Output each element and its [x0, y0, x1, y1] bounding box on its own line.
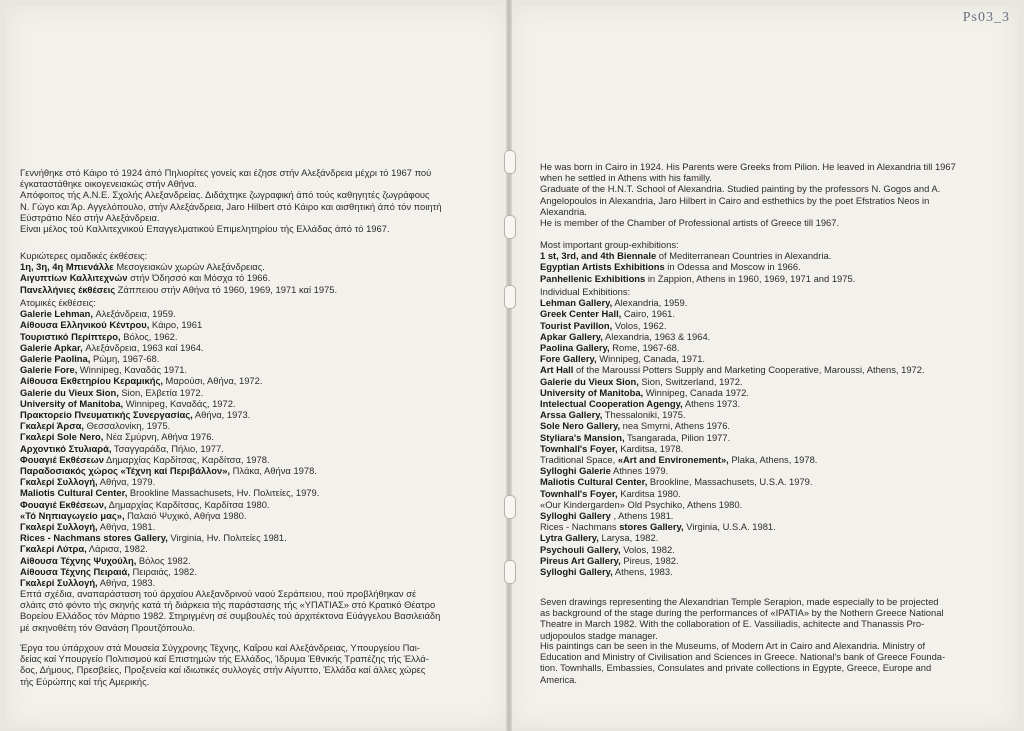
- venue-name: Τουριστικό Περίπτερο,: [20, 330, 121, 342]
- individual-exhibition-entry: [20, 566, 319, 577]
- individual-exhibition-entry: [20, 577, 319, 588]
- individual-exhibition-entry: [540, 331, 925, 342]
- venue-name: Maliotis Cultural Center,: [20, 487, 128, 499]
- individual-exhibition-entry: [540, 521, 925, 532]
- venue-name: Apkar Gallery,: [540, 330, 603, 342]
- venue-details: Δημαρχίας Καρδίτσας, Καρδίτσα, 1978.: [103, 453, 270, 465]
- drawings-line: udjopoulos stadge manager.: [540, 629, 658, 641]
- venue-name: Πρακτορείο Πνευματικής Συνεργασίας,: [20, 409, 193, 421]
- venue-details: Larysa, 1982.: [598, 532, 659, 544]
- venue-details: Sion, Ελβετία 1972.: [118, 386, 204, 398]
- venue-details: Αλεξάνδρεια, 1963 καί 1964.: [82, 341, 204, 353]
- individual-exhibition-entry: [20, 532, 319, 543]
- individual-exhibition-entry: [540, 353, 925, 364]
- english-bio: [540, 161, 956, 228]
- english-group-heading: Most important group-exhibitions:: [540, 239, 679, 250]
- collections-line: δείας καί Υπουργείο Πολιτισμού καί Επιστημών τής Ελλάδος, Ίδρυμα Έθνικής Τραπέζης τής Έλλά-: [20, 653, 429, 665]
- venue-details: Πλάκα, Αθήνα 1978.: [230, 465, 317, 477]
- english-group-exhibitions: [540, 239, 855, 284]
- venue-details: Athens 1973.: [682, 398, 741, 410]
- english-collections-text: [540, 640, 945, 685]
- bio-line: Εύστράτιο Νέο στήν Αλεξάνδρεια.: [20, 211, 160, 223]
- venue-details: Δημαρχίας Καρδίτσας, Καρδίτσα 1980.: [106, 498, 270, 510]
- bio-line: when he settled in Athens with his familly.: [540, 172, 712, 184]
- venue-details: Winnipeg, Canada, 1971.: [596, 353, 706, 365]
- venue-name: «Τό Νηπιαγωγείο μας»,: [20, 509, 125, 521]
- individual-exhibition-entry: [540, 488, 925, 499]
- group-exhibition-entry: [540, 261, 855, 272]
- venue-name: Galerie Fore,: [20, 364, 78, 376]
- venue-details: Rices - Nachmans: [540, 521, 617, 533]
- venue-name: Sylloghi Gallery,: [540, 566, 613, 578]
- venue-name: Greek Center Hall,: [540, 308, 622, 320]
- bio-line: Απόφοιτος τής Α.Ν.Ε. Σχολής Αλεξανδρείας. Διδάχτηκε ζωγραφική άπό τούς καθηγητές ζωγράφους: [20, 189, 430, 201]
- individual-exhibition-entry: [20, 431, 319, 442]
- venue-details: Karditsa, 1978.: [617, 442, 684, 454]
- bio-line: Alexandria.: [540, 205, 587, 217]
- venue-name: Γκαλερί Άρσα,: [20, 420, 84, 432]
- venue-details: Θεσσαλονίκη, 1975.: [84, 420, 171, 432]
- greek-individual-exhibitions: [20, 297, 319, 588]
- venue-name: Arssa Gallery,: [540, 409, 603, 421]
- venue-name: Γκαλερί Συλλογή,: [20, 577, 98, 589]
- venue-details: Βόλος 1982.: [136, 554, 191, 566]
- venue-details: Virginia, U.S.A. 1981.: [683, 521, 776, 533]
- venue-name: Rices - Nachmans stores Gallery,: [20, 532, 168, 544]
- individual-exhibition-entry: [540, 342, 925, 353]
- english-drawings-text: [540, 596, 944, 641]
- individual-exhibition-entry: [540, 297, 925, 308]
- venue-name: Maliotis Cultural Center,: [540, 476, 648, 488]
- venue-details: Παλαιό Ψυχικό, Αθήνα 1980.: [124, 509, 247, 521]
- venue-name: Αίθουσα Εκθετηρίου Κεραμικής,: [20, 375, 163, 387]
- venue-details: Βόλος, 1962.: [120, 330, 178, 342]
- venue-details: Brookline, Massachusets, U.S.A. 1979.: [647, 476, 813, 488]
- collections-line: Education and Ministry of Civilisation and Sciences in Greece. National's bank of Greece Founda-: [540, 651, 946, 663]
- venue-name: 1 st, 3rd, and 4th Biennale: [540, 250, 657, 262]
- venue-name: Αρχοντικό Στυλιαρά,: [20, 442, 112, 454]
- venue-details: Winnipeg, Canada 1972.: [643, 386, 749, 398]
- venue-name: Lehman Gallery,: [540, 297, 613, 309]
- venue-name: Styliara's Mansion,: [540, 431, 625, 443]
- greek-collections-text: [20, 642, 429, 687]
- greek-group-heading: Κυριώτερες ομαδικές έκθέσεις:: [20, 250, 148, 261]
- venue-name: Παραδοσιακός χώρος «Τέχνη καί Περιβάλλον»,: [20, 465, 231, 477]
- venue-details: Cairo, 1961.: [621, 308, 675, 320]
- venue-details: Virginia, Ην. Πολιτείες 1981.: [167, 532, 287, 544]
- group-exhibition-entry: [540, 250, 855, 261]
- venue-name: Γκαλερί Συλλογή,: [20, 476, 98, 488]
- group-exhibition-entry: [540, 273, 855, 284]
- english-individual-heading: Individual Exhibitions:: [540, 286, 631, 297]
- individual-exhibition-entry: [20, 353, 319, 364]
- venue-details: nea Smyrni, Athens 1976.: [620, 420, 731, 432]
- venue-name: 1η, 3η, 4η Μπιενάλλε: [20, 261, 114, 273]
- venue-details: Volos, 1982.: [620, 543, 675, 555]
- venue-name: Galerie Apkar,: [20, 341, 83, 353]
- venue-details: Pireus, 1982.: [620, 554, 679, 566]
- venue-details: of Mediterranean Countries in Alexandria.: [656, 250, 832, 262]
- individual-exhibition-entry: [20, 476, 319, 487]
- individual-exhibition-entry: [20, 319, 319, 330]
- venue-details: in Zappion, Athens in 1960, 1969, 1971 and 1975.: [645, 272, 856, 284]
- venue-details: Rome, 1967-68.: [609, 342, 680, 354]
- venue-details: Αθήνα, 1979.: [97, 476, 156, 488]
- individual-exhibition-entry: [540, 476, 925, 487]
- individual-exhibition-entry: [540, 499, 925, 510]
- binding-stitch: [504, 285, 516, 309]
- venue-details: Athens, 1983.: [612, 566, 673, 578]
- venue-details: Αθήνα, 1983.: [97, 577, 156, 589]
- venue-name: Panhellenic Exhibitions: [540, 272, 646, 284]
- venue-name: University of Manitoba,: [540, 386, 644, 398]
- individual-exhibition-entry: [540, 308, 925, 319]
- venue-name: Αιγυπτίων Καλλιτεχνών: [20, 272, 128, 284]
- venue-details: Alexandria, 1963 & 1964.: [602, 330, 711, 342]
- group-exhibition-entry: [20, 272, 337, 283]
- venue-name: Townhall's Foyer,: [540, 442, 618, 454]
- venue-name: Αίθουσα Ελληνικού Κέντρου,: [20, 319, 150, 331]
- individual-exhibition-entry: [540, 555, 925, 566]
- individual-exhibition-entry: [540, 544, 925, 555]
- venue-details: Brookline Massachusets, Ην. Πολιτείες, 1979.: [127, 487, 320, 499]
- individual-exhibition-entry: [540, 398, 925, 409]
- venue-details: Μαρούσι, Αθήνα, 1972.: [162, 375, 263, 387]
- individual-exhibition-entry: [20, 465, 319, 476]
- individual-exhibition-entry: [20, 420, 319, 431]
- venue-details: Winnipeg, Καναδάς 1971.: [77, 364, 188, 376]
- venue-name: Γκαλερί Λύτρα,: [20, 543, 87, 555]
- venue-details: Thessaloniki, 1975.: [602, 409, 686, 421]
- collections-line: America.: [540, 673, 577, 685]
- individual-exhibition-entry: [540, 320, 925, 331]
- venue-details: of the Maroussi Potters Supply and Marketing Cooperative, Maroussi, Athens, 1972.: [573, 364, 925, 376]
- individual-exhibition-entry: [20, 499, 319, 510]
- venue-details: Κάιρο, 1961: [149, 319, 203, 331]
- venue-name: Αίθουσα Τέχνης Πειραιά,: [20, 565, 130, 577]
- venue-details: Αλεξάνδρεια, 1959.: [92, 308, 176, 320]
- venue-name: Galerie Paolina,: [20, 353, 91, 365]
- venue-details: Tsangarada, Pilion 1977.: [624, 431, 731, 443]
- venue-details: στήν Όδησσό και Μόσχα τό 1966.: [127, 272, 271, 284]
- venue-details: Τσαγγαράδα, Πήλιο, 1977.: [111, 442, 224, 454]
- group-exhibition-entry: [20, 261, 337, 272]
- bio-line: Γεννήθηκε στό Κάιρο τό 1924 άπό Πηλιορίτες γονείς και έζησε στήν Αλεξάνδρεια μέχρι τό 1967 πού: [20, 167, 432, 178]
- individual-exhibition-entry: [20, 364, 319, 375]
- venue-name: Γκαλερί Sole Nero,: [20, 431, 104, 443]
- individual-exhibition-entry: [540, 432, 925, 443]
- venue-details: Μεσογειακών χωρών Αλεξάνδρειας.: [113, 261, 265, 273]
- individual-exhibition-entry: [540, 532, 925, 543]
- venue-name: Γκαλερί Συλλογή,: [20, 521, 98, 533]
- drawings-line: μέ σκηνοθέτη τόν Θανάση Προυτζόπουλο.: [20, 621, 195, 633]
- venue-details: Volos, 1962.: [612, 319, 667, 331]
- greek-drawings-text: [20, 588, 440, 633]
- individual-exhibition-entry: [540, 420, 925, 431]
- collections-line: τής Εύρώπης καί τής Αμερικής.: [20, 675, 150, 687]
- collections-line: tion. Townhalls, Embassies, Consulates and private collections in Egypte, Greece, Europe and: [540, 662, 932, 674]
- bio-line: Είναι μέλος τού Καλλιτεχνικού Επαγγελματικού Επιμελητηρίου τής Ελλάδας άπό τό 1967.: [20, 223, 390, 235]
- venue-name: University of Manitoba,: [20, 397, 124, 409]
- venue-name: Art Hall: [540, 364, 574, 376]
- individual-exhibition-entry: [20, 331, 319, 342]
- venue-details: Λάρισα, 1982.: [86, 543, 148, 555]
- bio-line: He was born in Cairo in 1924. His Parents were Greeks from Pilion. He leaved in Alexandria till 1967: [540, 161, 956, 172]
- venue-details: Karditsa 1980.: [617, 487, 681, 499]
- venue-details: Traditional Space,: [540, 454, 618, 466]
- individual-exhibition-entry: [540, 465, 925, 476]
- spine-fold: [506, 0, 512, 731]
- venue-details: Αθήνα, 1973.: [192, 409, 251, 421]
- venue-name: Sylloghi Galerie: [540, 465, 611, 477]
- drawings-line: as background of the stage during the performances of «IPATIA» by the Nothern Greece National: [540, 607, 944, 619]
- collections-line: δος, Δήμους, Πρεσβείες, Προξενεία καί ιδιωτικές συλλογές στήν Αίγυπτο, Έλλάδα καί άλλες χώρες: [20, 664, 426, 676]
- drawings-line: σλάιτς στό φόντο τής σκηνής κατά τή διάρκεια τής παράστασης τής «ΥΠΑΤΙΑΣ» στό Κρατικό Θέατρο: [20, 599, 436, 611]
- individual-exhibition-entry: [20, 521, 319, 532]
- venue-name: «Art and Environement»,: [617, 454, 729, 466]
- venue-name: Psychouli Gallery,: [540, 543, 621, 555]
- greek-individual-heading: Ατομικές έκθέσεις:: [20, 297, 96, 308]
- venue-name: Paolina Gallery,: [540, 342, 610, 354]
- venue-name: Sylloghi Gallery: [540, 510, 611, 522]
- binding-stitch: [504, 215, 516, 239]
- greek-bio: [20, 167, 441, 234]
- drawings-line: Επτά σχέδια, αναπαράσταση τού άρχαίου Αλεξανδρινού ναού Σεράπειου, πού προβλήθηκαν σέ: [20, 588, 417, 599]
- venue-name: Egyptian Artists Exhibitions: [540, 261, 665, 273]
- venue-details: Νέα Σμύρνη, Αθήνα 1976.: [103, 431, 215, 443]
- greek-group-exhibitions: [20, 250, 337, 295]
- venue-name: Intelectual Cooperation Agengy,: [540, 398, 683, 410]
- individual-exhibition-entry: [20, 487, 319, 498]
- venue-name: Lytra Gallery,: [540, 532, 599, 544]
- binding-stitch: [504, 150, 516, 174]
- individual-exhibition-entry: [540, 376, 925, 387]
- venue-details: Ζάππειου στήν Αθήνα τό 1960, 1969, 1971 καί 1975.: [115, 283, 338, 295]
- venue-details: in Odessa and Moscow in 1966.: [664, 261, 801, 273]
- venue-details: Πειραιάς, 1982.: [129, 565, 197, 577]
- individual-exhibition-entry: [20, 443, 319, 454]
- bio-line: Ν. Γώγο και Άρ. Αγγελόπουλο, στήν Αλεξάνδρεια, Jaro Hilbert στό Κάιρο και αισθητική άπό τόν ποιητή: [20, 200, 442, 212]
- individual-exhibition-entry: [540, 454, 925, 465]
- venue-name: Townhall's Foyer,: [540, 487, 618, 499]
- venue-details: Athnes 1979.: [610, 465, 669, 477]
- venue-name: Galerie du Vieux Sion,: [540, 375, 639, 387]
- drawings-line: Seven drawings representing the Alexandrian Temple Serapion, made especially to be projected: [540, 596, 939, 607]
- individual-exhibition-entry: [20, 398, 319, 409]
- individual-exhibition-entry: [540, 566, 925, 577]
- venue-details: «Our Kindergarden»: [540, 498, 625, 510]
- venue-name: Pireus Art Gallery,: [540, 554, 621, 566]
- venue-name: Tourist Pavillon,: [540, 319, 613, 331]
- collections-line: Έργα του ύπάρχουν στά Μουσεία Σύγχρονης Τέχνης, Καΐρου καί Αλεξάνδρειας, Υπουργείου Παι-: [20, 642, 420, 653]
- venue-details: Αθήνα, 1981.: [97, 521, 156, 533]
- individual-exhibition-entry: [20, 375, 319, 386]
- venue-name: Φουαγιέ Εκθέσεων,: [20, 498, 107, 510]
- bio-line: He is member of the Chamber of Professional artists of Greece till 1967.: [540, 217, 840, 229]
- individual-exhibition-entry: [540, 510, 925, 521]
- individual-exhibition-entry: [20, 510, 319, 521]
- individual-exhibition-entry: [20, 342, 319, 353]
- venue-details: Sion, Switzerland, 1972.: [638, 375, 743, 387]
- individual-exhibition-entry: [540, 364, 925, 375]
- individual-exhibition-entry: [20, 387, 319, 398]
- individual-exhibition-entry: [20, 409, 319, 420]
- venue-name: Πανελλήνιες έκθέσεις: [20, 283, 116, 295]
- handwritten-annotation: Ps03_3: [962, 10, 1010, 25]
- individual-exhibition-entry: [540, 387, 925, 398]
- individual-exhibition-entry: [540, 443, 925, 454]
- venue-details: Plaka, Athens, 1978.: [728, 454, 818, 466]
- english-individual-exhibitions: [540, 286, 925, 577]
- bio-line: Angelopoulos in Alexandria, Jaro Hilbert in Cairo and esthethics by the poet Efstratios Neos in: [540, 194, 930, 206]
- collections-line: His paintings can be seen in the Museums, of Modern Art in Cairo and Alexandria. Ministry of: [540, 640, 926, 651]
- venue-name: Fore Gallery,: [540, 353, 597, 365]
- individual-exhibition-entry: [20, 308, 319, 319]
- bio-line: έγκαταστάθηκε οικογενειακώς στήν Αθήνα.: [20, 178, 197, 190]
- binding-stitch: [504, 495, 516, 519]
- venue-name: Αίθουσα Τέχνης Ψυχούλη,: [20, 554, 137, 566]
- individual-exhibition-entry: [20, 555, 319, 566]
- venue-name: Galerie du Vieux Sion,: [20, 386, 119, 398]
- group-exhibition-entry: [20, 284, 337, 295]
- venue-details: Alexandria, 1959.: [612, 297, 688, 309]
- bio-line: Graduate of the H.N.T. School of Alexandria. Studied painting by the professors N. Gogos and A.: [540, 183, 941, 195]
- individual-exhibition-entry: [540, 409, 925, 420]
- drawings-line: Βορείου Ελλάδος τόν Μάρτιο 1982. Στηριγμένη σέ συμβουλές τού άρχιτέκτονα Εύάγγελου Βασιλειάδη: [20, 610, 441, 622]
- venue-details: , Athens 1981.: [610, 510, 674, 522]
- drawings-line: Theatre in March 1982. With the collaboration of E. Vassiliadis, achitecte and Thanassis Pro-: [540, 618, 925, 630]
- venue-name: Galerie Lehman,: [20, 308, 93, 320]
- greek-bio-lines: [20, 167, 441, 234]
- venue-name: stores Gallery,: [616, 521, 684, 533]
- binding-stitch: [504, 560, 516, 584]
- venue-details: Winnipeg, Καναδάς, 1972.: [123, 397, 236, 409]
- individual-exhibition-entry: [20, 454, 319, 465]
- venue-details: Ρώμη, 1967-68.: [90, 353, 160, 365]
- individual-exhibition-entry: [20, 543, 319, 554]
- venue-details: Old Psychiko, Athens 1980.: [624, 498, 743, 510]
- venue-name: Φουαγιέ Εκθέσεων: [20, 453, 104, 465]
- venue-name: Sole Nero Gallery,: [540, 420, 621, 432]
